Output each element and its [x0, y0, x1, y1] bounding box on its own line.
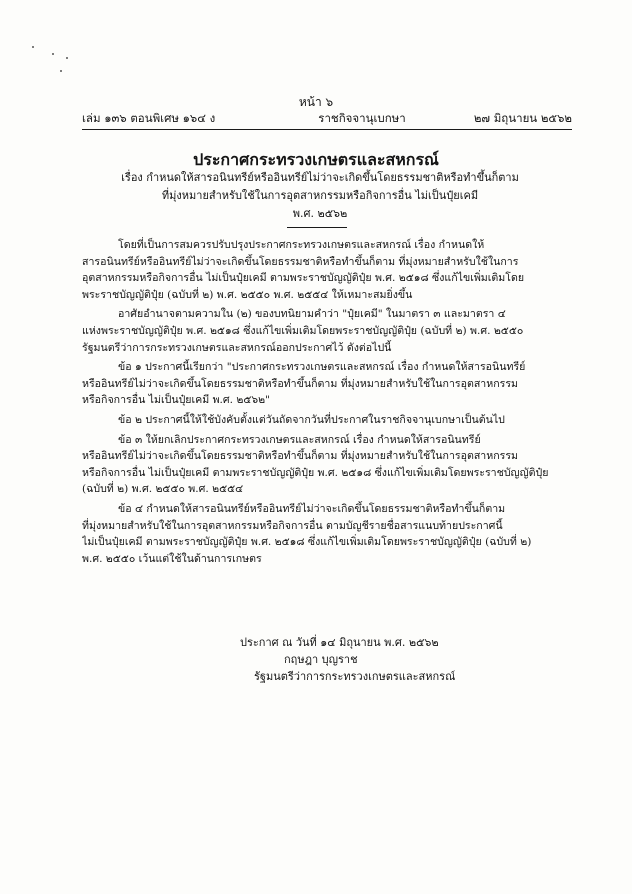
clause-1 [82, 359, 572, 409]
text-line: หรือกิจการอื่น ไม่เป็นปุ๋ยเคมี ตามพระราชบัญญัติปุ๋ย พ.ศ. ๒๕๑๘ ซึ่งแก้ไขเพิ่มเติมโดยพระราชบัญญัติปุ๋ย [82, 466, 549, 479]
preamble-paragraph [82, 237, 572, 303]
subject-year: พ.ศ. ๒๕๖๒ [292, 207, 348, 220]
text-line: หรืออินทรีย์ไม่ว่าจะเกิดขึ้นโดยธรรมชาติหรือทำขึ้นก็ตาม ที่มุ่งหมายสำหรับใช้ในการอุตสาหกรรม [82, 450, 519, 463]
text-line: ข้อ ๑ ประกาศนี้เรียกว่า "ประกาศกระทรวงเกษตรและสหกรณ์ เรื่อง กำหนดให้สารอนินทรีย์ [118, 361, 526, 374]
text-line: หรือกิจการอื่น ไม่เป็นปุ๋ยเคมี พ.ศ. ๒๕๖๒" [82, 394, 270, 407]
text-line: ข้อ ๒ ประกาศนี้ให้ใช้บังคับตั้งแต่วันถัดจากวันที่ประกาศในราชกิจจานุเบกษาเป็นต้นไป [118, 413, 505, 426]
gazette-publication: ราชกิจจานุเบกษา [318, 111, 406, 125]
text-line: รัฐมนตรีว่าการกระทรวงเกษตรและสหกรณ์ออกประกาศไว้ ดังต่อไปนี้ [82, 341, 392, 354]
announcement-title: ประกาศกระทรวงเกษตรและสหกรณ์ [193, 150, 439, 169]
text-line: โดยที่เป็นการสมควรปรับปรุงประกาศกระทรวงเกษตรและสหกรณ์ เรื่อง กำหนดให้ [118, 239, 485, 251]
authority-paragraph [82, 306, 572, 356]
clause-3 [82, 432, 572, 498]
text-line: หรืออินทรีย์ไม่ว่าจะเกิดขึ้นโดยธรรมชาติหรือทำขึ้นก็ตาม ที่มุ่งหมายสำหรับใช้ในการอุตสาหกรรม [82, 377, 519, 390]
gazette-date: ๒๗ มิถุนายน ๒๕๖๒ [473, 111, 572, 125]
signatory-name: กฤษฎา บุญราช [284, 653, 358, 666]
text-line: ไม่เป็นปุ๋ยเคมี ตามพระราชบัญญัติปุ๋ย พ.ศ. ๒๕๑๘ ซึ่งแก้ไขเพิ่มเติมโดยพระราชบัญญัติปุ๋ย (ฉบับที่ ๒) [82, 536, 532, 549]
text-line: ข้อ ๓ ให้ยกเลิกประกาศกระทรวงเกษตรและสหกรณ์ เรื่อง กำหนดให้สารอนินทรีย์ [118, 433, 481, 446]
signature-block [240, 634, 540, 685]
subject-line: เรื่อง กำหนดให้สารอนินทรีย์หรืออินทรีย์ไม่ว่าจะเกิดขึ้นโดยธรรมชาติหรือทำขึ้นก็ตาม [121, 171, 519, 184]
text-line: อาศัยอำนาจตามความใน (๒) ของบทนิยามคำว่า "ปุ๋ยเคมี" ในมาตรา ๓ และมาตรา ๔ [118, 308, 506, 321]
clause-2 [82, 412, 572, 429]
signatory-position: รัฐมนตรีว่าการกระทรวงเกษตรและสหกรณ์ [254, 670, 456, 683]
text-line: พ.ศ. ๒๕๕๐ เว้นแต่ใช้ในด้านการเกษตร [82, 552, 262, 565]
page-number: หน้า ๖ [298, 95, 334, 109]
announcement-body [82, 237, 572, 570]
text-line: อุตสาหกรรมหรือกิจการอื่น ไม่เป็นปุ๋ยเคมี ตามพระราชบัญญัติปุ๋ย พ.ศ. ๒๕๑๘ ซึ่งแก้ไขเพิ่มเติมโดย [82, 272, 525, 285]
subject-line: ที่มุ่งหมายสำหรับใช้ในการอุตสาหกรรมหรือกิจการอื่น ไม่เป็นปุ๋ยเคมี [161, 189, 479, 202]
text-line: ข้อ ๔ กำหนดให้สารอนินทรีย์หรืออินทรีย์ไม่ว่าจะเกิดขึ้นโดยธรรมชาติหรือทำขึ้นก็ตาม [118, 502, 506, 515]
header-rule [82, 129, 572, 130]
text-line: พระราชบัญญัติปุ๋ย (ฉบับที่ ๒) พ.ศ. ๒๕๕๐ พ.ศ. ๒๕๕๔ ให้เหมาะสมยิ่งขึ้น [82, 288, 413, 301]
announcement-date: ประกาศ ณ วันที่ ๑๔ มิถุนายน พ.ศ. ๒๕๖๒ [240, 636, 439, 649]
announcement-subject [100, 169, 540, 223]
title-divider [287, 227, 347, 228]
clause-4 [82, 501, 572, 567]
text-line: (ฉบับที่ ๒) พ.ศ. ๒๕๕๐ พ.ศ. ๒๕๕๔ [82, 483, 244, 496]
text-line: ที่มุ่งหมายสำหรับใช้ในการอุตสาหกรรมหรือกิจการอื่น ตามบัญชีรายชื่อสารแนบท้ายประกาศนี้ [82, 519, 503, 532]
gazette-volume: เล่ม ๑๓๖ ตอนพิเศษ ๑๖๔ ง [82, 111, 216, 125]
text-line: แห่งพระราชบัญญัติปุ๋ย พ.ศ. ๒๕๑๘ ซึ่งแก้ไขเพิ่มเติมโดยพระราชบัญญัติปุ๋ย (ฉบับที่ ๒) พ.ศ. ๒๕๕๐ [82, 324, 524, 337]
text-line: สารอนินทรีย์หรืออินทรีย์ไม่ว่าจะเกิดขึ้นโดยธรรมชาติหรือทำขึ้นก็ตาม ที่มุ่งหมายสำหรับใช้ในการ [82, 255, 519, 268]
gazette-header [82, 110, 572, 126]
